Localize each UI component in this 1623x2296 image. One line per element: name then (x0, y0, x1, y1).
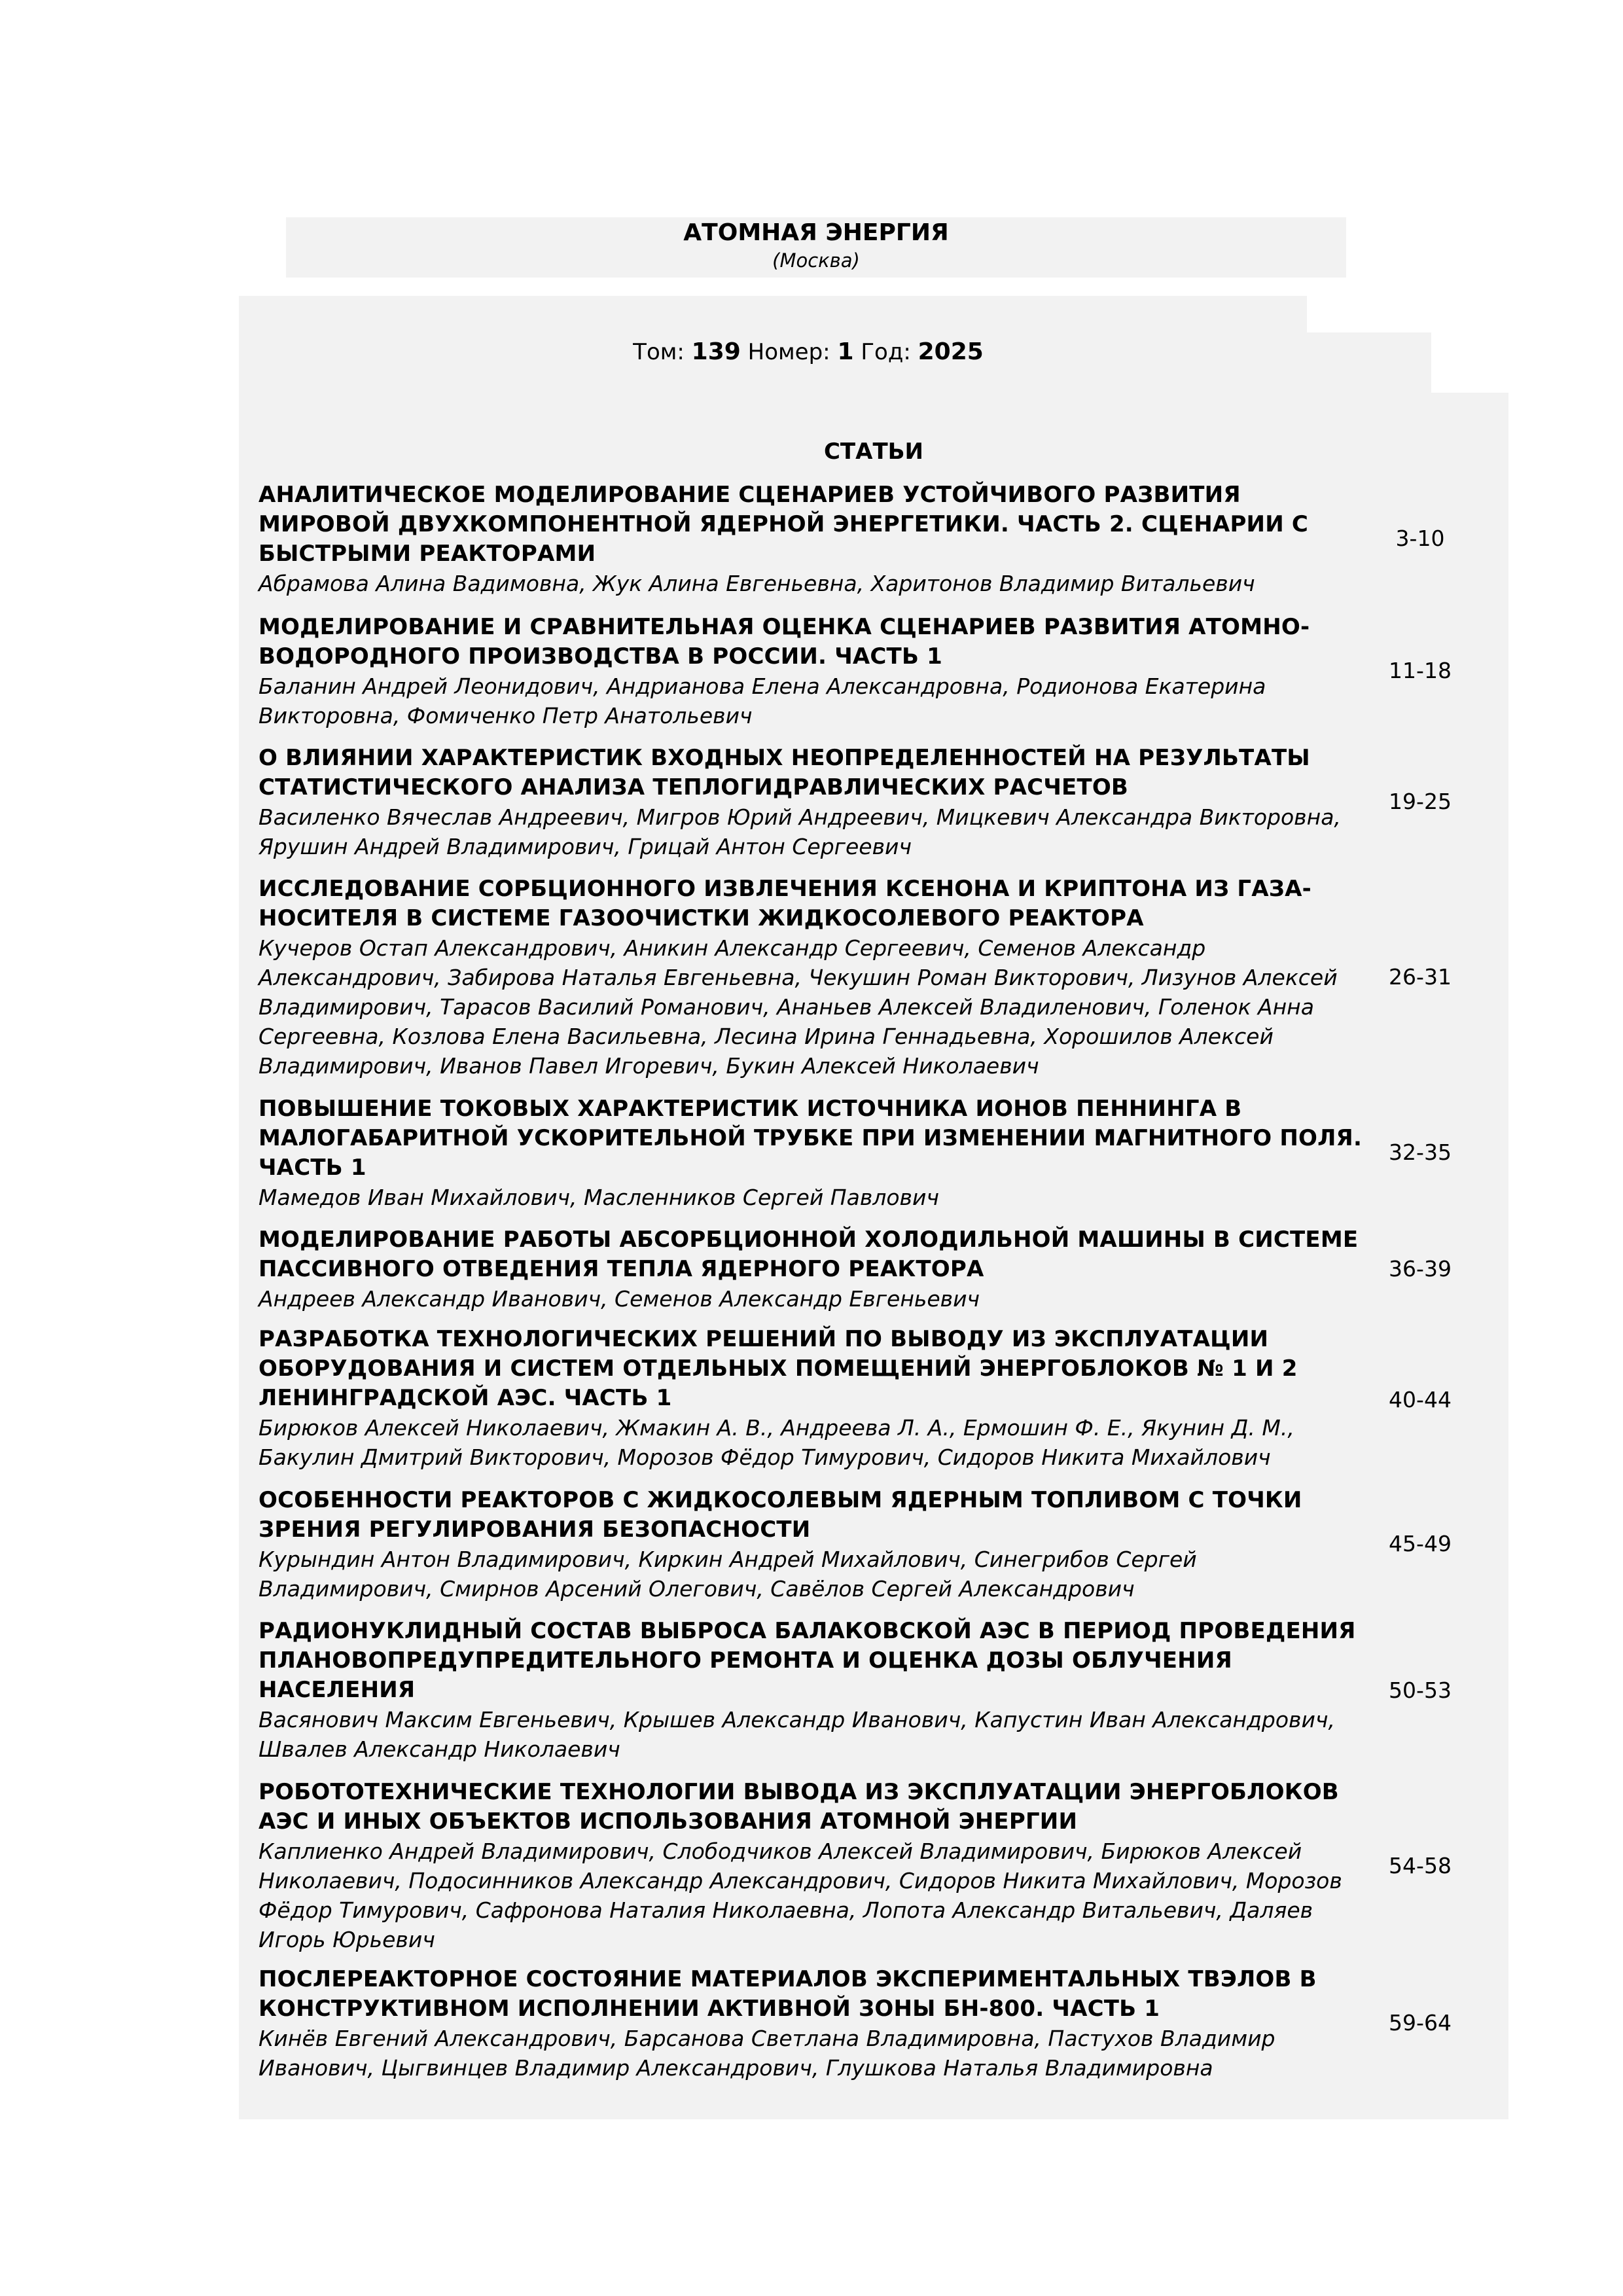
article-title[interactable]: РОБОТОТЕХНИЧЕСКИЕ ТЕХНОЛОГИИ ВЫВОДА ИЗ ЭКСПЛУАТАЦИИ ЭНЕРГОБЛОКОВ АЭС И ИНЫХ ОБЪЕКТОВ ИСПОЛЬЗОВАНИЯ АТОМНОЙ ЭНЕРГИИ (259, 1779, 1339, 1835)
article-entry (259, 1486, 1371, 1604)
journal-city: (Москва) (772, 249, 860, 272)
article-pages: 26-31 (1389, 964, 1452, 990)
article-title[interactable]: АНАЛИТИЧЕСКОЕ МОДЕЛИРОВАНИЕ СЦЕНАРИЕВ УСТОЙЧИВОГО РАЗВИТИЯ МИРОВОЙ ДВУХКОМПОНЕНТНОЙ ЯДЕРНОЙ ЭНЕРГЕТИКИ. ЧАСТЬ 2. СЦЕНАРИИ С БЫСТРЫМИ РЕАКТОРАМИ (259, 482, 1309, 567)
article-authors: Кучеров Остап Александрович, Аникин Александр Сергеевич, Семенов Александр Александрович, Забирова Наталья Евгеньевна, Чекушин Роман Викторович, Лизунов Алексей Владимирович, Тарасов Василий Романович, Ананьев Алексей Владиленович, Голенок Анна Сергеевна, Козлова Елена Васильевна, Лесина Ирина Геннадьевна, Хорошилов Алексей Владимирович, Иванов Павел Игоревич, Букин Алексей Николаевич (259, 935, 1338, 1079)
article-pages: 3-10 (1395, 526, 1445, 551)
article-authors: Курындин Антон Владимирович, Киркин Андрей Михайлович, Синегрибов Сергей Владимирович, Смирнов Арсений Олегович, Савёлов Сергей Александрович (259, 1547, 1197, 1602)
article-entry (259, 1094, 1371, 1212)
issue-info (239, 338, 1378, 367)
article-pages: 32-35 (1389, 1139, 1452, 1165)
article-title[interactable]: ПОСЛЕРЕАКТОРНОЕ СОСТОЯНИЕ МАТЕРИАЛОВ ЭКСПЕРИМЕНТАЛЬНЫХ ТВЭЛОВ В КОНСТРУКТИВНОМ ИСПОЛНЕНИИ АКТИВНОЙ ЗОНЫ БН-800. ЧАСТЬ 1 (259, 1966, 1317, 2022)
article-entry (259, 1778, 1371, 1954)
article-title[interactable]: ОСОБЕННОСТИ РЕАКТОРОВ С ЖИДКОСОЛЕВЫМ ЯДЕРНЫМ ТОПЛИВОМ С ТОЧКИ ЗРЕНИЯ РЕГУЛИРОВАНИЯ БЕЗОПАСНОСТИ (259, 1487, 1302, 1543)
article-authors: Каплиенко Андрей Владимирович, Слободчиков Алексей Владимирович, Бирюков Алексей Николаевич, Подосинников Александр Александрович, Сидоров Никита Михайлович, Морозов Фёдор Тимурович, Сафронова Наталия Николаевна, Лопота Александр Витальевич, Даляев Игорь Юрьевич (259, 1839, 1342, 1952)
article-authors: Василенко Вячеслав Андреевич, Мигров Юрий Андреевич, Мицкевич Александра Викторовна, Ярушин Андрей Владимирович, Грицай Антон Сергеевич (259, 804, 1341, 859)
journal-title: АТОМНАЯ ЭНЕРГИЯ (683, 219, 949, 246)
article-entry (259, 480, 1371, 598)
year-label: Год: (861, 339, 911, 365)
article-pages: 59-64 (1389, 2010, 1452, 2036)
article-authors: Баланин Андрей Леонидович, Андрианова Елена Александровна, Родионова Екатерина Викторовна, Фомиченко Петр Анатольевич (259, 673, 1266, 728)
article-pages: 19-25 (1389, 789, 1452, 814)
article-pages: 36-39 (1389, 1256, 1452, 1282)
issue-band-top (239, 296, 1307, 332)
article-title[interactable]: О ВЛИЯНИИ ХАРАКТЕРИСТИК ВХОДНЫХ НЕОПРЕДЕЛЕННОСТЕЙ НА РЕЗУЛЬТАТЫ СТАТИСТИЧЕСКОГО АНАЛИЗА ТЕПЛОГИДРАВЛИЧЕСКИХ РАСЧЕТОВ (259, 745, 1310, 800)
article-entry (259, 613, 1371, 730)
number-label: Номер: (747, 339, 830, 365)
volume-label: Том: (633, 339, 685, 365)
article-authors: Кинёв Евгений Александрович, Барсанова Светлана Владимировна, Пастухов Владимир Иванович, Цыгвинцев Владимир Александрович, Глушкова Наталья Владимировна (259, 2026, 1275, 2081)
article-pages: 40-44 (1389, 1387, 1452, 1412)
article-title[interactable]: РАЗРАБОТКА ТЕХНОЛОГИЧЕСКИХ РЕШЕНИЙ ПО ВЫВОДУ ИЗ ЭКСПЛУАТАЦИИ ОБОРУДОВАНИЯ И СИСТЕМ ОТДЕЛЬНЫХ ПОМЕЩЕНИЙ ЭНЕРГОБЛОКОВ № 1 И 2 ЛЕНИНГРАДСКОЙ АЭС. ЧАСТЬ 1 (259, 1326, 1298, 1411)
article-pages: 54-58 (1389, 1853, 1452, 1878)
article-title[interactable]: МОДЕЛИРОВАНИЕ И СРАВНИТЕЛЬНАЯ ОЦЕНКА СЦЕНАРИЕВ РАЗВИТИЯ АТОМНО- ВОДОРОДНОГО ПРОИЗВОДСТВА В РОССИИ. ЧАСТЬ 1 (259, 614, 1310, 670)
article-title[interactable]: ПОВЫШЕНИЕ ТОКОВЫХ ХАРАКТЕРИСТИК ИСТОЧНИКА ИОНОВ ПЕННИНГА В МАЛОГАБАРИТНОЙ УСКОРИТЕЛЬНОЙ ТРУБКЕ ПРИ ИЗМЕНЕНИИ МАГНИТНОГО ПОЛЯ. ЧАСТЬ 1 (259, 1096, 1363, 1181)
article-title[interactable]: ИССЛЕДОВАНИЕ СОРБЦИОННОГО ИЗВЛЕЧЕНИЯ КСЕНОНА И КРИПТОНА ИЗ ГАЗА- НОСИТЕЛЯ В СИСТЕМЕ ГАЗООЧИСТКИ ЖИДКОСОЛЕВОГО РЕАКТОРА (259, 876, 1311, 931)
article-authors: Васянович Максим Евгеньевич, Крышев Александр Иванович, Капустин Иван Александрович, Швалев Александр Николаевич (259, 1707, 1335, 1762)
article-pages: 45-49 (1389, 1531, 1452, 1556)
section-title: СТАТЬИ (823, 439, 924, 465)
article-authors: Мамедов Иван Михайлович, Масленников Сергей Павлович (259, 1185, 939, 1210)
year-value: 2025 (918, 338, 984, 365)
article-entry (259, 1225, 1371, 1314)
article-authors: Андреев Александр Иванович, Семенов Александр Евгеньевич (259, 1286, 980, 1312)
article-authors: Бирюков Алексей Николаевич, Жмакин А. В., Андреева Л. А., Ермошин Ф. Е., Якунин Д. М., Бакулин Дмитрий Викторович, Морозов Фёдор Тимурович, Сидоров Никита Михайлович (259, 1415, 1294, 1470)
article-title[interactable]: РАДИОНУКЛИДНЫЙ СОСТАВ ВЫБРОСА БАЛАКОВСКОЙ АЭС В ПЕРИОД ПРОВЕДЕНИЯ ПЛАНОВОПРЕДУПРЕДИТЕЛЬНОГО РЕМОНТА И ОЦЕНКА ДОЗЫ ОБЛУЧЕНИЯ НАСЕЛЕНИЯ (259, 1618, 1356, 1703)
article-title[interactable]: МОДЕЛИРОВАНИЕ РАБОТЫ АБСОРБЦИОННОЙ ХОЛОДИЛЬНОЙ МАШИНЫ В СИСТЕМЕ ПАССИВНОГО ОТВЕДЕНИЯ ТЕПЛА ЯДЕРНОГО РЕАКТОРА (259, 1227, 1359, 1282)
number-value: 1 (837, 338, 854, 365)
article-entry (259, 1325, 1371, 1472)
volume-value: 139 (691, 338, 741, 365)
article-entry (259, 1965, 1371, 2083)
article-entry (259, 1617, 1371, 1764)
article-authors: Абрамова Алина Вадимовна, Жук Алина Евгеньевна, Харитонов Владимир Витальевич (259, 571, 1255, 596)
article-entry (259, 744, 1371, 861)
article-pages: 50-53 (1389, 1677, 1452, 1703)
article-entry (259, 874, 1371, 1081)
article-pages: 11-18 (1389, 658, 1452, 683)
